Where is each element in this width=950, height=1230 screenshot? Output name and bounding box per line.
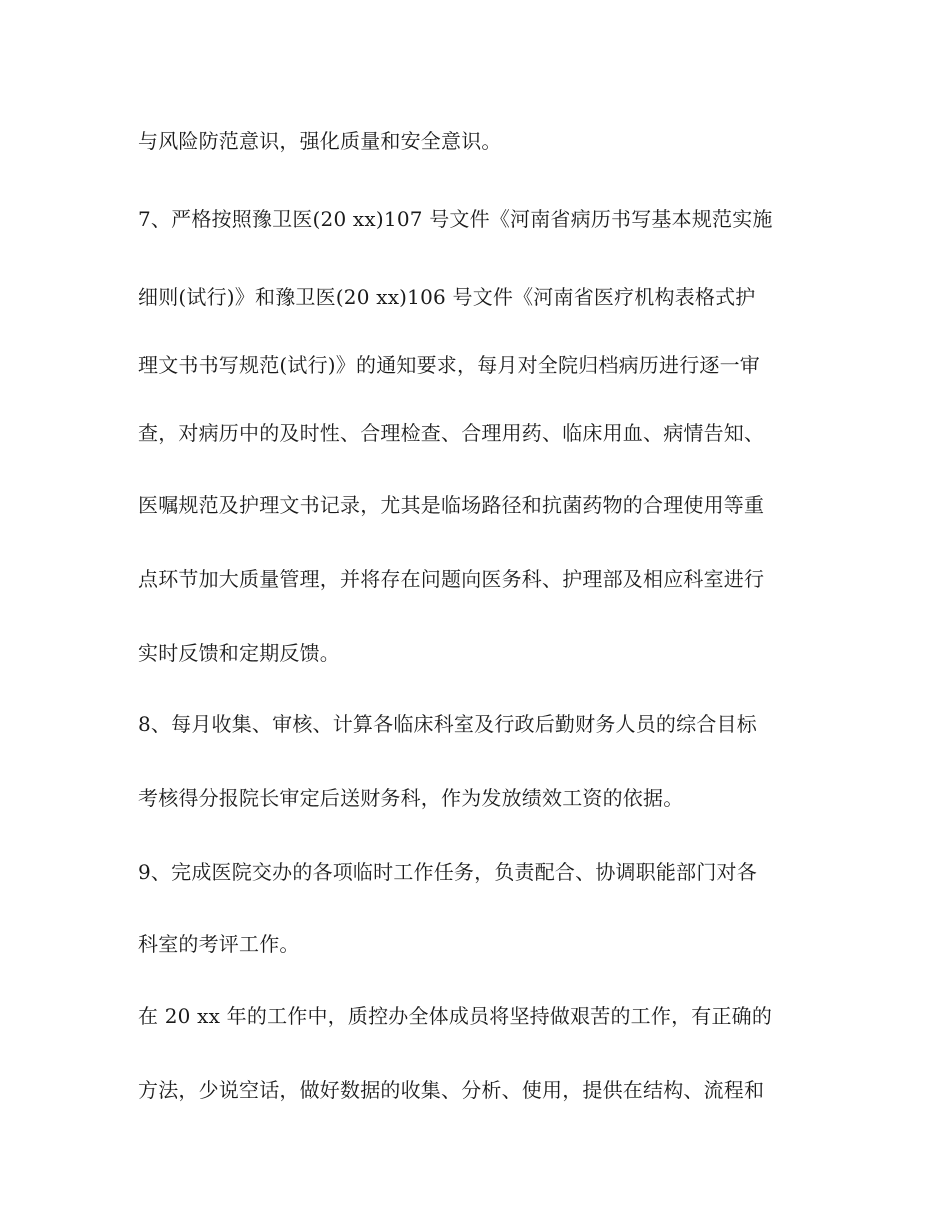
text-line: 医嘱规范及护理文书记录，尤其是临场路径和抗菌药物的合理使用等重 <box>138 493 765 517</box>
text-line: 7、严格按照豫卫医(20 xx)107 号文件《河南省病历书写基本规范实施 <box>138 207 773 231</box>
text-line: 实时反馈和定期反馈。 <box>138 641 340 665</box>
text-line: 科室的考评工作。 <box>138 932 300 956</box>
text-line: 理文书书写规范(试行)》的通知要求，每月对全院归档病历进行逐一审 <box>138 353 761 377</box>
text-line: 细则(试行)》和豫卫医(20 xx)106 号文件《河南省医疗机构表格式护 <box>138 285 756 309</box>
text-line: 考核得分报院长审定后送财务科，作为发放绩效工资的依据。 <box>138 786 684 810</box>
text-line: 查，对病历中的及时性、合理检查、合理用药、临床用血、病情告知、 <box>138 421 765 445</box>
text-line: 方法，少说空话，做好数据的收集、分析、使用，提供在结构、流程和 <box>138 1078 765 1102</box>
text-line: 与风险防范意识，强化质量和安全意识。 <box>138 129 502 153</box>
text-line: 9、完成医院交办的各项临时工作任务，负责配合、协调职能部门对各 <box>138 860 757 884</box>
text-line: 8、每月收集、审核、计算各临床科室及行政后勤财务人员的综合目标 <box>138 712 757 736</box>
text-line: 点环节加大质量管理，并将存在问题向医务科、护理部及相应科室进行 <box>138 567 765 591</box>
text-line: 在 20 xx 年的工作中，质控办全体成员将坚持做艰苦的工作，有正确的 <box>138 1004 773 1028</box>
